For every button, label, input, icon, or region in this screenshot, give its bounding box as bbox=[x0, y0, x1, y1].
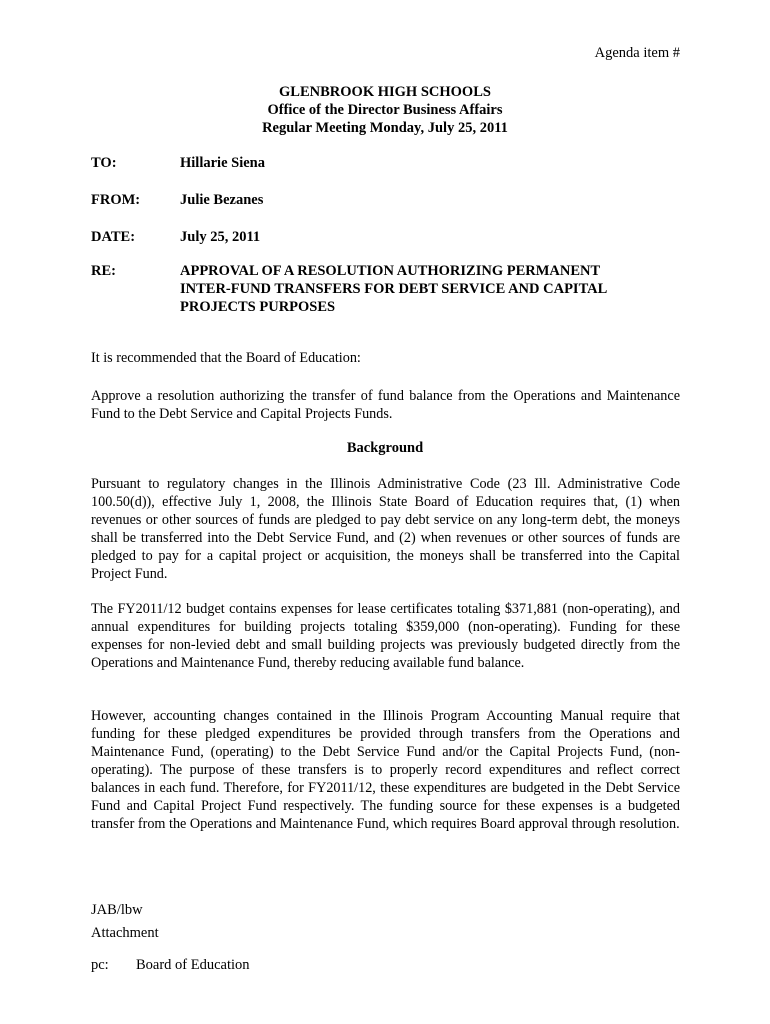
copy-to-value: Board of Education bbox=[136, 957, 250, 973]
recommendation-text: It is recommended that the Board of Education: bbox=[91, 350, 361, 366]
memo-re-label: RE: bbox=[91, 263, 116, 279]
footer-initials: JAB/lbw bbox=[91, 902, 143, 918]
background-paragraph-1: Pursuant to regulatory changes in the Illinois Administrative Code (23 Ill. Administrative Code 100.50(d)), effective July 1, 2008, the Illinois State Board of Education requires that, (1) when revenues or other sources of funds are pledged to pay debt service on any long-term debt, the moneys shall be transferred into the Debt Service Fund, and (2) when revenues or other sources of funds are pledged to pay for a capital project or acquisition, the moneys shall be transferred into the Capital Project Fund. bbox=[91, 476, 680, 582]
header-organization: GLENBROOK HIGH SCHOOLS bbox=[279, 84, 491, 100]
copy-to-label: pc: bbox=[91, 957, 109, 973]
memo-date-value: July 25, 2011 bbox=[180, 229, 261, 245]
agenda-item-label: Agenda item # bbox=[594, 45, 680, 61]
memo-from-value: Julie Bezanes bbox=[180, 192, 264, 208]
memo-date-label: DATE: bbox=[91, 229, 136, 245]
memo-re-value: APPROVAL OF A RESOLUTION AUTHORIZING PERMANENT INTER-FUND TRANSFERS FOR DEBT SERVICE AND CAPITAL PROJECTS PURPOSES bbox=[180, 263, 607, 315]
footer-block bbox=[91, 899, 159, 945]
memo-to-value: Hillarie Siena bbox=[180, 155, 265, 171]
memo-to-label: TO: bbox=[91, 155, 117, 171]
document-header bbox=[0, 83, 770, 137]
header-office: Office of the Director Business Affairs bbox=[267, 102, 503, 118]
background-paragraph-3: However, accounting changes contained in the Illinois Program Accounting Manual require that funding for these pledged expenditures be provided through transfers from the Operations and Maintenance Fund, (operating) to the Debt Service Fund and/or the Capital Projects Fund, (non-operating). The purpose of these transfers is to properly record expenditures and reflect correct balances in each fund. Therefore, for FY2011/12, these expenditures are budgeted in the Debt Service Fund and Capital Project Fund respectively. The funding source for these expenses is a budgeted transfer from the Operations and Maintenance Fund, which requires Board approval through resolution. bbox=[91, 708, 680, 832]
header-meeting: Regular Meeting Monday, July 25, 2011 bbox=[262, 120, 508, 136]
memo-from-label: FROM: bbox=[91, 192, 141, 208]
footer-attachment: Attachment bbox=[91, 925, 159, 941]
background-paragraph-2: The FY2011/12 budget contains expenses for lease certificates totaling $371,881 (non-operating), and annual expenditures for building projects totaling $359,000 (non-operating). Funding for these expenses for non-levied debt and small building projects was previously budgeted directly from the Operations and Maintenance Fund, thereby reducing available fund balance. bbox=[91, 601, 680, 671]
approval-paragraph: Approve a resolution authorizing the transfer of fund balance from the Operations and Maintenance Fund to the Debt Service and Capital Projects Funds. bbox=[91, 388, 680, 422]
background-heading: Background bbox=[346, 440, 424, 456]
